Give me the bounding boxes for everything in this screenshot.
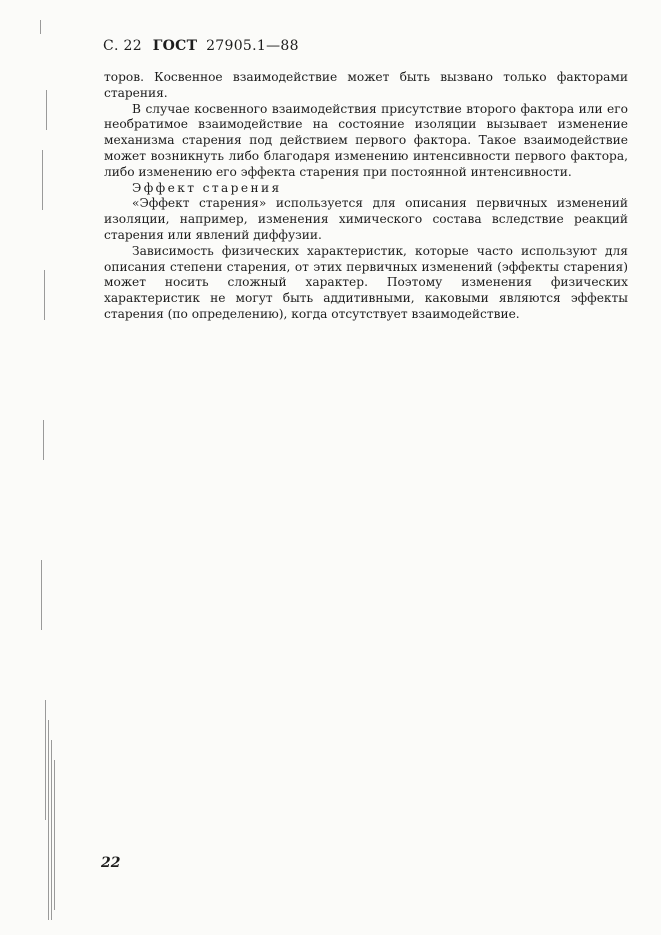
binding-edge-marks bbox=[34, 0, 74, 935]
section-heading-aging-effect bbox=[104, 181, 628, 197]
page-label: С. 22 bbox=[103, 38, 142, 54]
paragraph-indirect-interaction: В случае косвенного взаимодействия присутствие второго фактора или его необратимое взаимодействие на состояние изоляции вызывает изменение механизма старения под действием первого фактора. Такое взаимодействие может возникнуть либо благодаря изменению интенсивности первого фактора, либо изменению его эффекта старения при постоянной интенсивности. bbox=[104, 101, 628, 179]
standard-number: 27905.1—88 bbox=[206, 38, 299, 54]
document-body bbox=[104, 70, 628, 323]
standard-name: ГОСТ bbox=[152, 38, 198, 54]
page-number: 22 bbox=[101, 855, 121, 871]
paragraph-aging-effect-definition: «Эффект старения» используется для описания первичных изменений изоляции, например, изменения химического состава вследствие реакций старения или явлений диффузии. bbox=[104, 196, 628, 242]
paragraph-physical-characteristics: Зависимость физических характеристик, которые часто используют для описания степени старения, от этих первичных изменений (эффекты старения) может носить сложный характер. Поэтому изменения физических характеристик не могут быть аддитивными, каковыми являются эффекты старения (по определению), когда отсутствует взаимодействие. bbox=[104, 243, 628, 321]
page-header bbox=[103, 38, 299, 54]
section-heading-text: Эффект старения bbox=[132, 180, 282, 195]
paragraph-continuation: торов. Косвенное взаимодействие может быть вызвано только факторами старения. bbox=[104, 70, 628, 100]
